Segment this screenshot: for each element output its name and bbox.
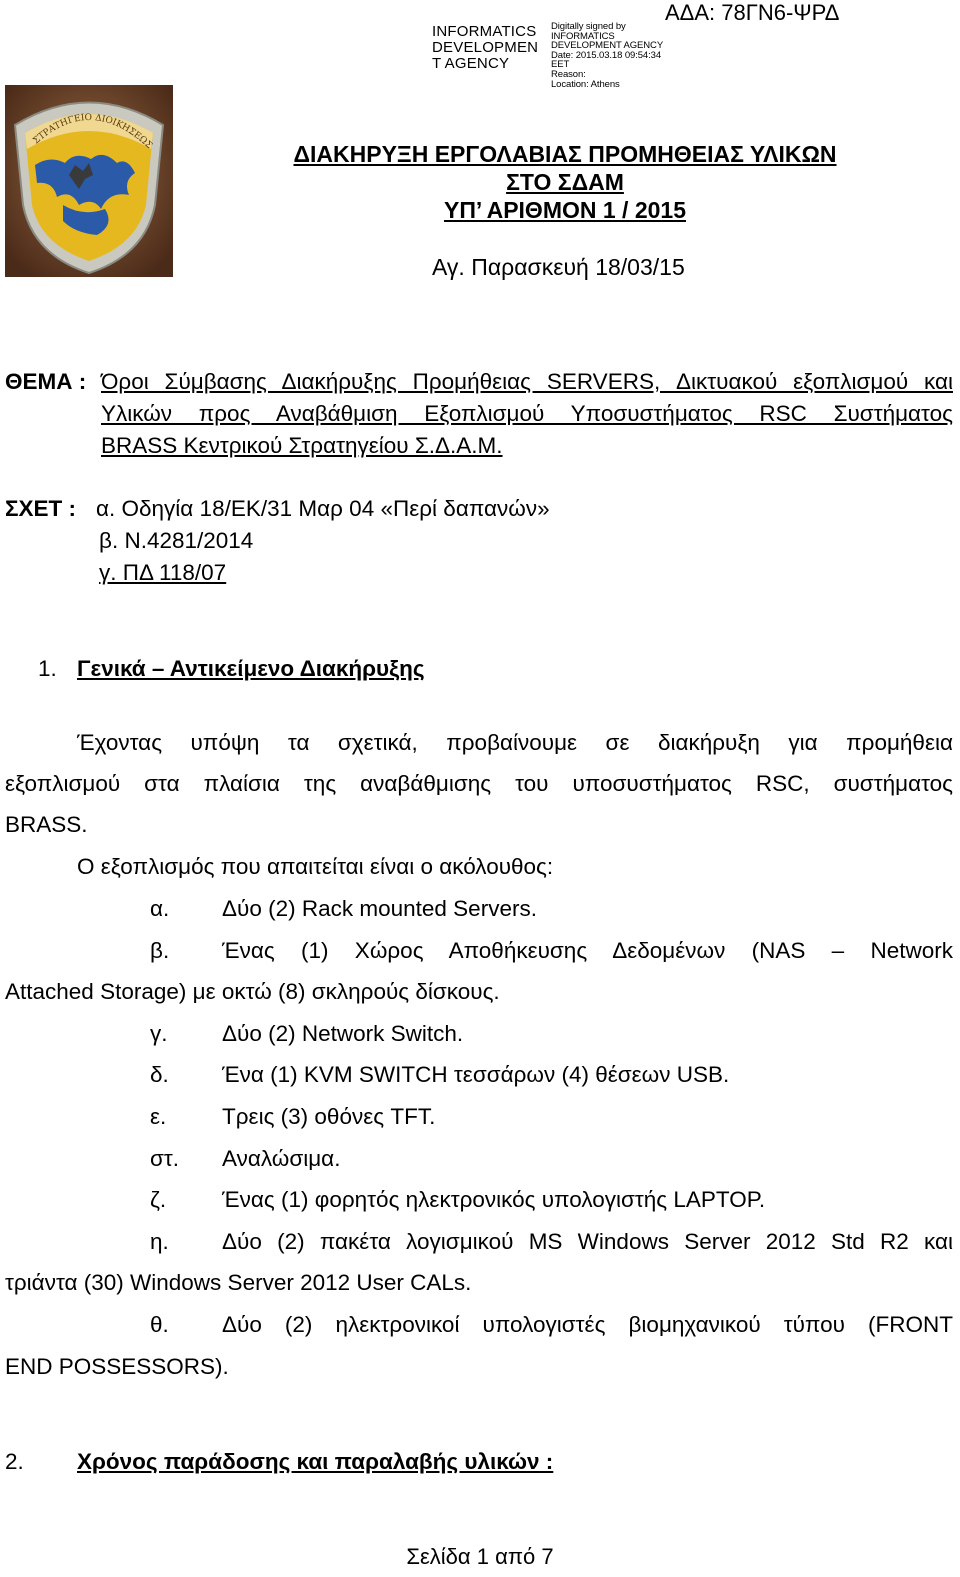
signature-detail-line: Reason:: [551, 68, 586, 80]
list-item-letter: α.: [150, 896, 170, 921]
subject-line-1: Όροι Σύμβασης Διακήρυξης Προμήθειας SERVERS, Δικτυακού εξοπλισμού και: [101, 369, 953, 394]
list-item: Δύο (2) Rack mounted Servers.: [222, 896, 537, 921]
section-1-number: 1.: [38, 656, 57, 681]
list-item: Ένας (1) Χώρος Αποθήκευσης Δεδομένων (NAS – Network: [222, 938, 953, 963]
list-item-letter: δ.: [150, 1062, 169, 1087]
reference-item-a: α. Οδηγία 18/ΕΚ/31 Μαρ 04 «Περί δαπανών»: [96, 496, 550, 521]
list-item: Τρεις (3) οθόνες TFT.: [222, 1104, 436, 1129]
signature-org-line: INFORMATICS: [432, 23, 537, 40]
subject-line-3: BRASS Κεντρικού Στρατηγείου Σ.Δ.Α.Μ.: [101, 433, 503, 458]
subject-line-2: Υλικών προς Αναβάθμιση Εξοπλισμού Υποσυστήματος RSC Συστήματος: [101, 401, 953, 426]
signature-detail-line: Date: 2015.03.18 09:54:34: [551, 49, 662, 61]
section-1-heading: Γενικά – Αντικείμενο Διακήρυξης: [77, 656, 425, 681]
page-number: Σελίδα 1 από 7: [406, 1544, 554, 1569]
reference-item-b: β. Ν.4281/2014: [99, 528, 254, 553]
list-item: Δύο (2) Network Switch.: [222, 1021, 464, 1046]
list-item-letter: στ.: [150, 1146, 180, 1171]
section-1-paragraph-line-3: BRASS.: [5, 812, 88, 837]
signature-detail-line: INFORMATICS: [551, 30, 615, 42]
signature-detail-line: EET: [551, 59, 570, 71]
list-item: Ένα (1) KVM SWITCH τεσσάρων (4) θέσεων USB.: [222, 1062, 730, 1087]
list-item-letter: ζ.: [150, 1187, 167, 1212]
list-item-letter: ε.: [150, 1104, 167, 1129]
list-item-letter: η.: [150, 1229, 169, 1254]
section-1-paragraph-line-1: Έχοντας υπόψη τα σχετικά, προβαίνουμε σε διακήρυξη για προμήθεια: [77, 730, 953, 755]
signature-details: [551, 22, 663, 89]
document-date: Αγ. Παρασκευή 18/03/15: [432, 254, 685, 280]
reference-item-c: γ. ΠΔ 118/07: [99, 560, 227, 585]
signature-detail-line: DEVELOPMENT AGENCY: [551, 40, 664, 52]
document-title-line-1: ΔΙΑΚΗΡΥΞΗ ΕΡΓΟΛΑΒΙΑΣ ΠΡΟΜΗΘΕΙΑΣ ΥΛΙΚΩΝ: [293, 141, 837, 167]
list-item-letter: θ.: [150, 1312, 169, 1337]
section-2-number: 2.: [5, 1449, 24, 1474]
list-item: Αναλώσιμα.: [222, 1146, 341, 1171]
section-2-heading: Χρόνος παράδοσης και παραλαβής υλικών :: [77, 1449, 554, 1474]
signature-org-line: DEVELOPMEN: [432, 39, 539, 56]
signature-detail-line: Digitally signed by: [551, 21, 626, 32]
reference-label: ΣΧΕΤ :: [5, 496, 77, 521]
signature-organization: [432, 24, 538, 72]
list-item: Δύο (2) πακέτα λογισμικού MS Windows Server 2012 Std R2 και: [222, 1229, 953, 1254]
subject-label: ΘΕΜΑ :: [5, 369, 87, 394]
list-item-continuation: τριάντα (30) Windows Server 2012 User CALs.: [5, 1270, 472, 1295]
signature-detail-line: Location: Athens: [551, 78, 620, 90]
list-item-letter: β.: [150, 938, 170, 963]
document-title-line-2: ΣΤΟ ΣΔΑΜ: [506, 169, 624, 195]
section-1-paragraph-line-2: εξοπλισμού στα πλαίσια της αναβάθμισης του υποσυστήματος RSC, συστήματος: [5, 771, 953, 796]
list-item: Ένας (1) φορητός ηλεκτρονικός υπολογιστής LAPTOP.: [222, 1187, 766, 1212]
document-title-line-3: ΥΠ’ ΑΡΙΘΜΟΝ 1 / 2015: [443, 197, 687, 223]
equipment-intro: Ο εξοπλισμός που απαιτείται είναι ο ακόλουθος:: [77, 854, 554, 879]
list-item-letter: γ.: [150, 1021, 168, 1046]
list-item-continuation: Attached Storage) με οκτώ (8) σκληρούς δίσκους.: [5, 979, 500, 1004]
signature-org-line: T AGENCY: [432, 55, 510, 72]
list-item-continuation: END POSSESSORS).: [5, 1354, 229, 1379]
emblem-text: ΣΤΡΑΤΗΓΕΙΟ ΔΙΟΙΚΗΣΕΩΣ: [31, 112, 154, 152]
list-item: Δύο (2) ηλεκτρονικοί υπολογιστές βιομηχανικού τύπου (FRONT: [222, 1312, 953, 1337]
ada-code: ΑΔΑ: 78ΓΝ6-ΨΡΔ: [665, 0, 840, 25]
